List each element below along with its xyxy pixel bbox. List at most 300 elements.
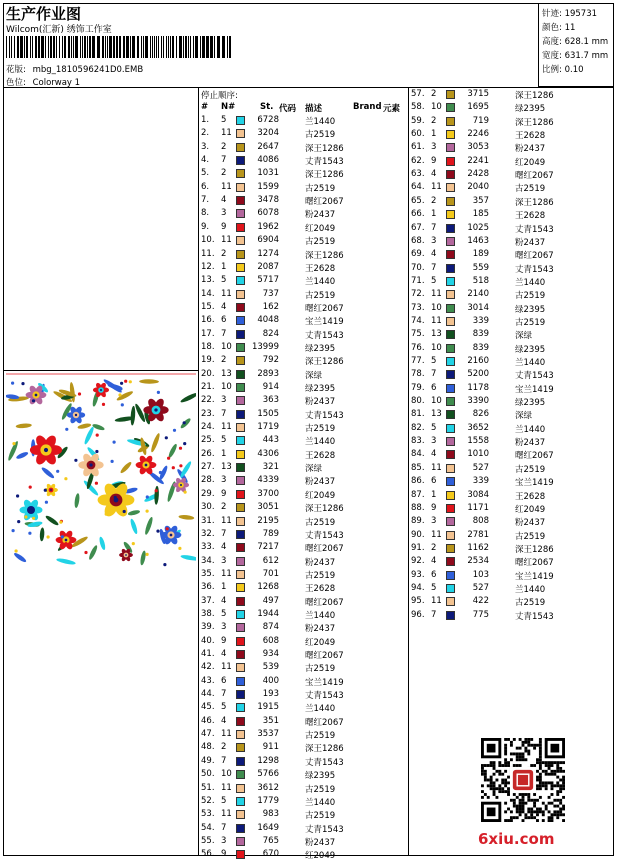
stitch-count: 2140 <box>467 289 489 300</box>
table-row <box>201 809 401 822</box>
table-row <box>411 436 611 449</box>
table-row <box>411 503 611 516</box>
thread-description: 古2519 <box>515 531 546 542</box>
thread-description: 王2628 <box>305 584 336 595</box>
table-row <box>411 583 611 596</box>
stop-number: 43. <box>201 675 215 686</box>
stop-number: 72. <box>411 289 425 300</box>
thread-description: 古2519 <box>305 290 336 301</box>
stitch-count: 3537 <box>257 729 279 740</box>
color-number: 7 <box>221 755 227 766</box>
stop-number: 73. <box>411 302 425 313</box>
color-swatch <box>446 170 455 179</box>
col-stitch-header: St. <box>260 102 274 112</box>
color-number: 11 <box>431 289 442 300</box>
thread-description: 丈青1543 <box>305 824 344 835</box>
color-number: 11 <box>221 515 232 526</box>
stitch-count: 719 <box>472 115 489 126</box>
table-row <box>411 476 611 489</box>
color-swatch <box>236 717 245 726</box>
stitch-count: 1962 <box>257 221 279 232</box>
stitch-count: 2893 <box>257 368 279 379</box>
qr-code-icon <box>481 738 565 822</box>
thread-description: 王2628 <box>515 491 546 502</box>
stitch-count: 3204 <box>257 128 279 139</box>
table-row <box>201 208 401 221</box>
table-row <box>411 516 611 529</box>
color-swatch <box>446 224 455 233</box>
thread-description: 古2519 <box>305 731 336 742</box>
color-swatch <box>446 344 455 353</box>
stitch-count: 737 <box>262 288 279 299</box>
stop-number: 79. <box>411 382 425 393</box>
thread-description: 丈青1543 <box>305 530 344 541</box>
thread-description: 兰1440 <box>515 424 546 435</box>
floral-embroidery-design <box>6 370 196 570</box>
table-row <box>201 355 401 368</box>
stop-sequence-title: 停止顺序: <box>201 91 238 101</box>
table-row <box>201 582 401 595</box>
page-title: 生产作业图 <box>6 5 82 23</box>
color-swatch <box>236 637 245 646</box>
color-swatch <box>236 370 245 379</box>
color-number: 1 <box>221 582 227 593</box>
color-swatch <box>236 423 245 432</box>
table-row <box>201 342 401 355</box>
spec-height: 高度: 628.1 mm <box>542 37 609 47</box>
stop-number: 24. <box>201 422 215 433</box>
color-number: 7 <box>221 155 227 166</box>
stop-number: 35. <box>201 568 215 579</box>
stop-number: 50. <box>201 769 215 780</box>
color-swatch <box>446 197 455 206</box>
stop-number: 57. <box>411 89 425 99</box>
color-number: 2 <box>221 742 227 753</box>
stop-number: 6. <box>201 181 210 192</box>
stop-number: 74. <box>411 315 425 326</box>
color-swatch <box>446 544 455 553</box>
table-row <box>201 516 401 529</box>
thread-description: 古2519 <box>305 811 336 822</box>
color-number: 3 <box>221 555 227 566</box>
stitch-count: 1268 <box>257 582 279 593</box>
header-divider <box>3 87 614 88</box>
color-number: 6 <box>431 382 437 393</box>
thread-description: 深王1286 <box>305 143 344 154</box>
table-row <box>201 609 401 622</box>
table-row <box>411 116 611 129</box>
thread-description: 绿2395 <box>515 398 546 409</box>
thread-description: 古2519 <box>515 184 546 195</box>
color-number: 6 <box>221 315 227 326</box>
stop-number: 70. <box>411 262 425 273</box>
table-row <box>201 395 401 408</box>
stop-number: 56. <box>201 849 215 860</box>
stitch-count: 1463 <box>467 235 489 246</box>
stitch-count: 808 <box>472 516 489 527</box>
stitch-count: 5766 <box>257 769 279 780</box>
table-row <box>201 596 401 609</box>
table-row <box>201 569 401 582</box>
stop-number: 2. <box>201 128 210 139</box>
color-number: 11 <box>221 809 232 820</box>
stop-number: 47. <box>201 729 215 740</box>
stitch-count: 518 <box>472 275 489 286</box>
stop-number: 23. <box>201 408 215 419</box>
col-element-header: 元素 <box>383 104 401 114</box>
stitch-count: 6904 <box>257 235 279 246</box>
stitch-count: 670 <box>262 849 279 860</box>
table-row <box>201 502 401 515</box>
color-swatch <box>236 303 245 312</box>
stitch-count: 1505 <box>257 408 279 419</box>
color-number: 7 <box>221 328 227 339</box>
color-number: 3 <box>431 436 437 447</box>
color-number: 4 <box>221 715 227 726</box>
table-row <box>411 409 611 422</box>
thread-description: 粉2437 <box>515 237 546 248</box>
color-number: 9 <box>221 221 227 232</box>
color-number: 10 <box>431 342 442 353</box>
thread-description: 古2519 <box>305 517 336 528</box>
thread-description: 粉2437 <box>305 477 336 488</box>
stop-number: 16. <box>201 315 215 326</box>
table-row <box>411 610 611 623</box>
thread-description: 丈青1543 <box>305 330 344 341</box>
color-swatch <box>236 597 245 606</box>
table-row <box>201 382 401 395</box>
stitch-count: 792 <box>262 355 279 366</box>
thread-description: 曙红2067 <box>515 451 554 462</box>
stop-number: 60. <box>411 129 425 140</box>
thread-description: 古2519 <box>305 237 336 248</box>
table-row <box>201 262 401 275</box>
color-number: 7 <box>431 369 437 380</box>
color-swatch <box>236 490 245 499</box>
stitch-count: 3014 <box>467 302 489 313</box>
color-number: 3 <box>221 622 227 633</box>
thread-description: 红2049 <box>305 851 336 862</box>
stop-number: 20. <box>201 368 215 379</box>
thread-description: 深王1286 <box>515 197 554 208</box>
thread-description: 古2519 <box>515 317 546 328</box>
thread-description: 曙红2067 <box>305 303 344 314</box>
stitch-count: 2428 <box>467 169 489 180</box>
color-number: 3 <box>431 142 437 153</box>
color-swatch <box>446 517 455 526</box>
color-number: 10 <box>431 396 442 407</box>
stop-number: 91. <box>411 542 425 553</box>
stop-number: 53. <box>201 809 215 820</box>
color-number: 5 <box>221 275 227 286</box>
color-number: 11 <box>221 235 232 246</box>
table-row <box>201 182 401 195</box>
table-header <box>201 102 407 114</box>
stitch-count: 103 <box>472 569 489 580</box>
table-row <box>201 222 401 235</box>
color-swatch <box>236 770 245 779</box>
color-number: 13 <box>431 329 442 340</box>
color-number: 7 <box>221 822 227 833</box>
stop-number: 9. <box>201 221 210 232</box>
stitch-count: 5717 <box>257 275 279 286</box>
stitch-count: 351 <box>262 715 279 726</box>
color-swatch <box>446 437 455 446</box>
stitch-count: 775 <box>472 609 489 620</box>
color-number: 11 <box>431 182 442 193</box>
thread-description: 红2049 <box>515 157 546 168</box>
color-number: 7 <box>221 689 227 700</box>
stitch-count: 826 <box>472 409 489 420</box>
color-number: 9 <box>221 488 227 499</box>
thread-description: 丈青1543 <box>515 611 554 622</box>
design-label: 花版: <box>6 65 26 75</box>
stitch-count: 162 <box>262 301 279 312</box>
thread-description: 粉2437 <box>305 557 336 568</box>
thread-description: 红2049 <box>305 637 336 648</box>
table-row <box>411 316 611 329</box>
thread-description: 宝兰1419 <box>305 317 344 328</box>
table-row <box>411 169 611 182</box>
color-number: 3 <box>431 235 437 246</box>
stitch-count: 193 <box>262 689 279 700</box>
thread-description: 丈青1543 <box>305 410 344 421</box>
color-number: 6 <box>221 675 227 686</box>
stitch-count: 1915 <box>257 702 279 713</box>
color-number: 5 <box>431 582 437 593</box>
table-row <box>201 489 401 502</box>
stop-number: 29. <box>201 488 215 499</box>
thread-description: 古2519 <box>305 183 336 194</box>
stop-number: 32. <box>201 528 215 539</box>
color-swatch <box>236 463 245 472</box>
color-swatch <box>446 264 455 273</box>
thread-description: 古2519 <box>305 664 336 675</box>
color-swatch <box>236 316 245 325</box>
color-number: 5 <box>221 608 227 619</box>
table-row <box>201 742 401 755</box>
color-number: 2 <box>431 542 437 553</box>
stop-number: 28. <box>201 475 215 486</box>
color-swatch <box>446 103 455 112</box>
stop-number: 86. <box>411 476 425 487</box>
stitch-count: 1162 <box>467 542 489 553</box>
stitch-count: 1719 <box>257 422 279 433</box>
color-number: 7 <box>431 609 437 620</box>
thread-description: 粉2437 <box>305 624 336 635</box>
thread-description: 粉2437 <box>305 837 336 848</box>
table-row <box>411 249 611 262</box>
stitch-count: 3053 <box>467 142 489 153</box>
color-number: 5 <box>431 275 437 286</box>
stitch-count: 983 <box>262 809 279 820</box>
stitch-count: 339 <box>472 315 489 326</box>
color-swatch <box>446 330 455 339</box>
stop-number: 39. <box>201 622 215 633</box>
color-swatch <box>236 824 245 833</box>
stitch-count: 4339 <box>257 475 279 486</box>
color-swatch <box>446 370 455 379</box>
color-number: 11 <box>221 181 232 192</box>
color-swatch <box>236 383 245 392</box>
stitch-count: 839 <box>472 329 489 340</box>
color-number: 11 <box>221 128 232 139</box>
table-row <box>201 315 401 328</box>
studio-name: Wilcom(汇新) 绣饰工作室 <box>6 25 112 35</box>
stop-number: 96. <box>411 609 425 620</box>
color-swatch <box>236 223 245 232</box>
color-swatch <box>236 757 245 766</box>
thread-description: 深王1286 <box>515 91 554 101</box>
color-swatch <box>236 583 245 592</box>
table-row <box>201 449 401 462</box>
color-number: 2 <box>221 355 227 366</box>
thread-description: 曙红2067 <box>305 651 344 661</box>
table-row <box>201 529 401 542</box>
table-row <box>411 156 611 169</box>
stop-number: 49. <box>201 755 215 766</box>
stop-number: 14. <box>201 288 215 299</box>
stitch-count: 3478 <box>257 195 279 206</box>
table-row <box>411 89 611 102</box>
thread-description: 宝兰1419 <box>305 677 344 688</box>
stitch-count: 189 <box>472 249 489 260</box>
stitch-count: 2160 <box>467 356 489 366</box>
thread-description: 宝兰1419 <box>515 478 554 489</box>
color-number: 3 <box>221 395 227 406</box>
stop-number: 38. <box>201 608 215 619</box>
thread-description: 粉2437 <box>515 144 546 155</box>
stitch-count: 701 <box>262 568 279 579</box>
color-swatch <box>236 570 245 579</box>
thread-description: 丈青1543 <box>305 157 344 168</box>
table-row <box>201 849 401 862</box>
color-swatch <box>236 797 245 806</box>
stitch-count: 1298 <box>257 755 279 766</box>
col-number-header: N# <box>221 102 236 112</box>
color-number: 1 <box>431 129 437 140</box>
stitch-count: 4048 <box>257 315 279 326</box>
table-row <box>201 676 401 689</box>
color-number: 2 <box>431 115 437 126</box>
thread-description: 红2049 <box>305 223 336 234</box>
thread-description: 深王1286 <box>305 744 344 755</box>
color-swatch <box>236 116 245 125</box>
column-divider-right <box>408 87 409 856</box>
color-swatch <box>236 650 245 659</box>
stop-number: 59. <box>411 115 425 126</box>
color-number: 2 <box>221 248 227 259</box>
stitch-count: 539 <box>262 662 279 673</box>
thread-description: 兰1440 <box>305 437 336 448</box>
table-row <box>411 543 611 556</box>
thread-description: 曙红2067 <box>515 558 554 569</box>
color-swatch <box>236 663 245 672</box>
stop-number: 78. <box>411 369 425 380</box>
stop-number: 33. <box>201 542 215 553</box>
thread-description: 兰1440 <box>305 277 336 288</box>
thread-description: 宝兰1419 <box>515 384 554 395</box>
stitch-count: 7217 <box>257 542 279 553</box>
table-row <box>201 556 401 569</box>
table-row <box>411 556 611 569</box>
stop-number: 75. <box>411 329 425 340</box>
color-number: 7 <box>431 262 437 273</box>
thread-description: 绿2395 <box>515 304 546 315</box>
color-swatch <box>236 850 245 859</box>
thread-description: 古2519 <box>515 598 546 609</box>
thread-description: 绿2395 <box>305 384 336 394</box>
table-row <box>411 596 611 609</box>
stop-number: 34. <box>201 555 215 566</box>
spec-stitches: 针迹: 195731 <box>542 9 598 19</box>
table-row <box>411 209 611 222</box>
stop-number: 41. <box>201 649 215 659</box>
table-row <box>201 302 401 315</box>
stop-number: 27. <box>201 462 215 473</box>
color-number: 10 <box>431 102 442 113</box>
stop-number: 10. <box>201 235 215 246</box>
stop-number: 21. <box>201 382 215 392</box>
color-swatch <box>236 810 245 819</box>
color-swatch <box>236 703 245 712</box>
color-swatch <box>236 209 245 218</box>
color-swatch <box>446 183 455 192</box>
color-number: 11 <box>431 462 442 473</box>
thread-description: 绿2395 <box>305 343 336 354</box>
color-number: 11 <box>431 529 442 540</box>
stop-number: 52. <box>201 795 215 806</box>
color-number: 5 <box>431 356 437 366</box>
thread-description: 深王1286 <box>305 250 344 261</box>
colorway-value: Colorway 1 <box>32 78 81 88</box>
color-number: 5 <box>221 795 227 806</box>
thread-description: 曙红2067 <box>515 171 554 182</box>
table-row <box>411 369 611 382</box>
color-number: 1 <box>431 209 437 220</box>
stop-number: 66. <box>411 209 425 220</box>
color-number: 1 <box>221 448 227 459</box>
stop-number: 77. <box>411 356 425 366</box>
thread-description: 曙红2067 <box>305 717 344 728</box>
table-row <box>411 223 611 236</box>
color-swatch <box>236 236 245 245</box>
thread-description: 丈青1543 <box>515 371 554 382</box>
stitch-count: 559 <box>472 262 489 273</box>
color-number: 13 <box>221 368 232 379</box>
stitch-count: 1025 <box>467 222 489 233</box>
table-row <box>411 263 611 276</box>
color-swatch <box>446 450 455 459</box>
table-row <box>411 530 611 543</box>
table-row <box>201 783 401 796</box>
stitch-count: 874 <box>262 622 279 633</box>
table-row <box>411 102 611 115</box>
stitch-count: 1031 <box>257 168 279 179</box>
thread-description: 王2628 <box>515 211 546 222</box>
stop-number: 37. <box>201 595 215 606</box>
table-row <box>201 142 401 155</box>
color-number: 10 <box>221 341 232 352</box>
color-number: 7 <box>221 408 227 419</box>
color-swatch <box>446 157 455 166</box>
color-number: 7 <box>221 528 227 539</box>
color-number: 5 <box>221 435 227 446</box>
color-swatch <box>236 143 245 152</box>
stitch-count: 2040 <box>467 182 489 193</box>
color-swatch <box>236 396 245 405</box>
color-number: 10 <box>431 302 442 313</box>
